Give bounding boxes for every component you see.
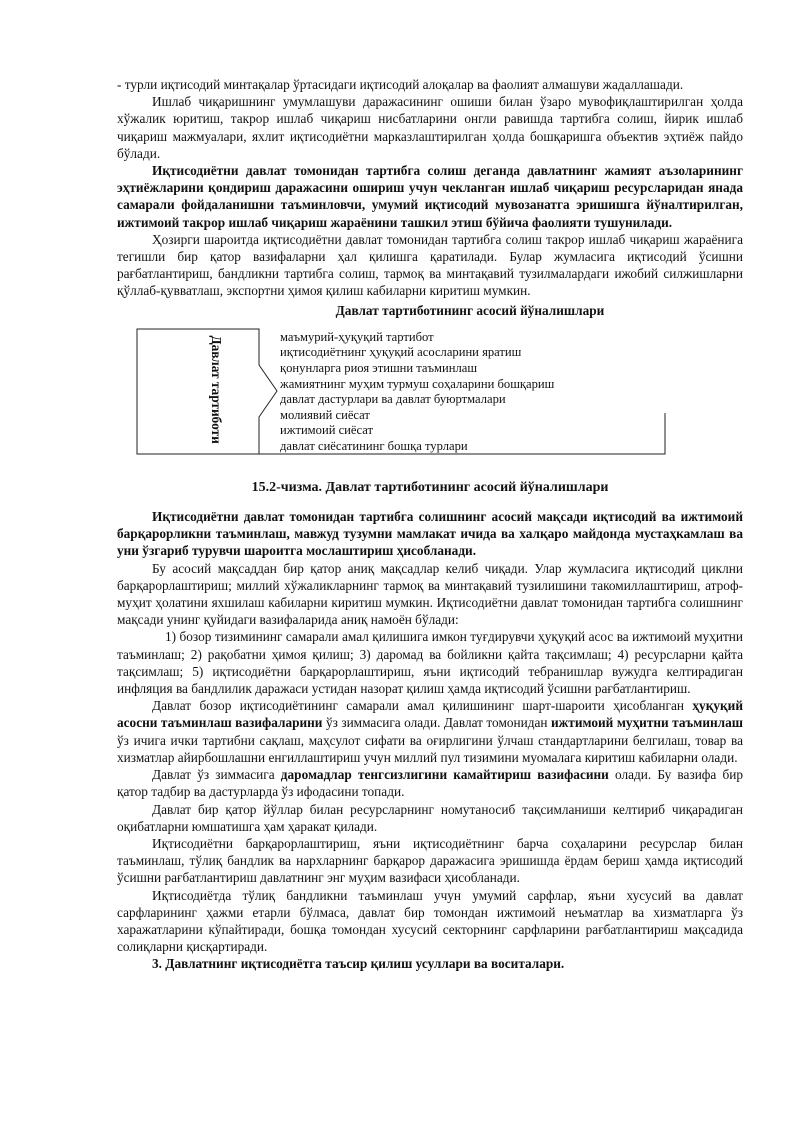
bold-text: даромадлар тенгсизлигини камайтириш вазифасини bbox=[280, 767, 609, 783]
diagram-title: Давлат тартиботининг асосий йўналишлари bbox=[335, 302, 605, 318]
text-run: олади. Бу вазифа бир қатор тадбир ва дастурларда ўз ифодасини топади. bbox=[117, 767, 743, 800]
document-page bbox=[117, 76, 743, 973]
diagram-item: давлат сиёсатининг бошқа турлари bbox=[280, 439, 468, 453]
diagram-item: жамиятнинг муҳим турмуш соҳаларини бошқариш bbox=[280, 376, 555, 391]
bold-text: ижтимоий муҳитни таъминлаш bbox=[551, 715, 743, 731]
bold-text: ҳуқуқий асосни таъминлаш вазифаларини bbox=[117, 698, 743, 731]
paragraph: Ҳозирги шароитда иқтисодиётни давлат томонидан тартибга солиш такрор ишлаб чиқариш жараёнига тегишли бир қатор вазифаларни ҳал қилишга қаратилади. Булар жумласига иқтисодий ўсишни рағбатлантириш, бандликни тартибга солиш, тармоқ ва минтақавий тузилмалардаги ижобий силжишларни қўллаб-қувватлаш, экспортни ҳимоя қилиш кабиларни киритиш мумкин. bbox=[117, 231, 743, 299]
paragraph-bold bbox=[117, 162, 743, 231]
diagram-side-label: Давлат тартиботи bbox=[208, 335, 224, 444]
diagram-item: ижтимоий сиёсат bbox=[280, 423, 374, 438]
bold-text: 3. Давлатнинг иқтисодиётга таъсир қилиш усуллари ва воситалари. bbox=[152, 956, 565, 972]
paragraph bbox=[117, 766, 743, 800]
text-run: Давлат ўз зиммасига bbox=[152, 767, 281, 783]
diagram-caption: 15.2-чизма. Давлат тартиботининг асосий йўналишлари bbox=[251, 479, 609, 495]
paragraph: Бу асосий мақсаддан бир қатор аниқ мақсадлар келиб чиқади. Улар жумласига иқтисодий циклни барқарорлаштириш; миллий хўжаликларнинг тармоқ ва минтақавий тузилишини такомиллаштириш, атроф-муҳит ҳолатини яхшилаш кабиларни киритиш мумкин. Иқтисодиётни давлат томонидан тартибга солишнинг мақсади унинг қуйидаги вазифаларида аниқ намоён бўлади: bbox=[117, 560, 743, 628]
text-run: Давлат бозор иқтисодиётининг самарали амал қилишининг шарт-шароити ҳисобланган bbox=[152, 698, 693, 714]
paragraph-bold bbox=[117, 508, 743, 560]
paragraph: Ишлаб чиқаришнинг умумлашуви даражасининг ошиши билан ўзаро мувофиқлаштирилган ҳолда хўжалик юритиш, такрор ишлаб чиқариш нисбатларини онгли равишда тартибга солиш, йирик ишлаб чиқариш мажмуалари, яхлит иқтисодиётни марказлаштирилган ҳолда бошқаришга объектив эҳтиёж пайдо бўлади. bbox=[117, 94, 743, 161]
diagram bbox=[117, 321, 743, 463]
text-run: ўз ичига ички тартибни сақлаш, маҳсулот сифати ва оғирлигини ўлчаш стандартларини белгилаш, товар ва хизматлар айирбошлашни енгиллаштириш учун миллий пул тизимини муомалага киритиш кабиларни олади. bbox=[117, 732, 743, 765]
diagram-item: молиявий сиёсат bbox=[280, 407, 370, 422]
bold-text: Иқтисодиётни давлат томонидан тартибга солишнинг асосий мақсади иқтисодий ва ижтимоий барқарорликни таъминлаш, мавжуд тузумни мамлакат ичида ва халқаро майдонда мустаҳкамлаш ва уни ўзгариб турувчи шароитга мослаштириш ҳисобланади. bbox=[117, 509, 743, 559]
diagram-item: қонунларга риоя этишни таъминлаш bbox=[280, 361, 478, 376]
paragraph: Иқтисодиётни барқарорлаштириш, яъни иқтисодиётнинг барча соҳаларини ресурслар билан таъминлаш, тўлиқ бандлик ва нархларнинг барқарор даражасига эришишда ёрдам бериш ҳамда иқтисодий ўсишни рағбатлантириш давлатнинг энг муҳим вазифаси ҳисобланади. bbox=[117, 835, 743, 886]
diagram-item: маъмурий-ҳуқуқий тартибот bbox=[280, 329, 434, 344]
paragraph: 1) бозор тизимининг самарали амал қилишига имкон туғдирувчи ҳуқуқий асос ва ижтимоий муҳитни таъминлаш; 2) рақобатни ҳимоя қилиш; 3) даромад ва бойликни қайта тақсимлаш; 4) ресурсларни қайта тақсимлаш; 5) иқтисодиётни барқарорлаштириш, яъни иқтисодий тебранишлар вужудга келтирадиган инфляция ва бандлилик даражаси устидан назорат қилиш ҳамда иқтисодий ўсишни рағбатлантириш. bbox=[117, 629, 743, 697]
text-run: ўз зиммасига олади. Давлат томонидан bbox=[322, 715, 551, 731]
paragraph: Иқтисодиётда тўлиқ бандликни таъминлаш учун умумий сарфлар, яъни хусусий ва давлат сарфларининг ҳажми етарли бўлмаса, давлат бир томондан ижтимоий неъматлар ва хизматларга ўз харажатларини кўпайтиради, бошқа томондан хусусий секторнинг сарфларини рағбатлантириш мақсадида солиқларни қисқартиради. bbox=[117, 887, 743, 955]
bold-text: Иқтисодиётни давлат томонидан тартибга солиш деганда давлатнинг жамият аъзоларининг эҳтиёжларини қондириш даражасини ошириш учун чекланган ишлаб чиқариш ресурсларидан янада самарали фойдаланишни таъминловчи, умумий иқтисодий мувозанатга эришишга йўналтирилган, ижтимоий такрор ишлаб чиқариш жараёнини ташкил этиш бўйича фаолияти тушунилади. bbox=[117, 163, 743, 230]
paragraph: - турли иқтисодий минтақалар ўртасидаги иқтисодий алоқалар ва фаолият алмашуви жадаллашади. bbox=[117, 77, 684, 92]
paragraph bbox=[117, 697, 743, 766]
paragraph: Давлат бир қатор йўллар билан ресурсларнинг номутаносиб тақсимланиши келтириб чиқарадиган оқибатларни юмшатишга ҳам ҳаракат қилади. bbox=[117, 801, 743, 834]
diagram-item: иқтисодиётнинг ҳуқуқий асосларини яратиш bbox=[280, 345, 522, 360]
section-heading bbox=[117, 955, 743, 972]
diagram-item-list bbox=[280, 330, 554, 455]
diagram-item: давлат дастурлари ва давлат буюртмалари bbox=[280, 392, 506, 407]
